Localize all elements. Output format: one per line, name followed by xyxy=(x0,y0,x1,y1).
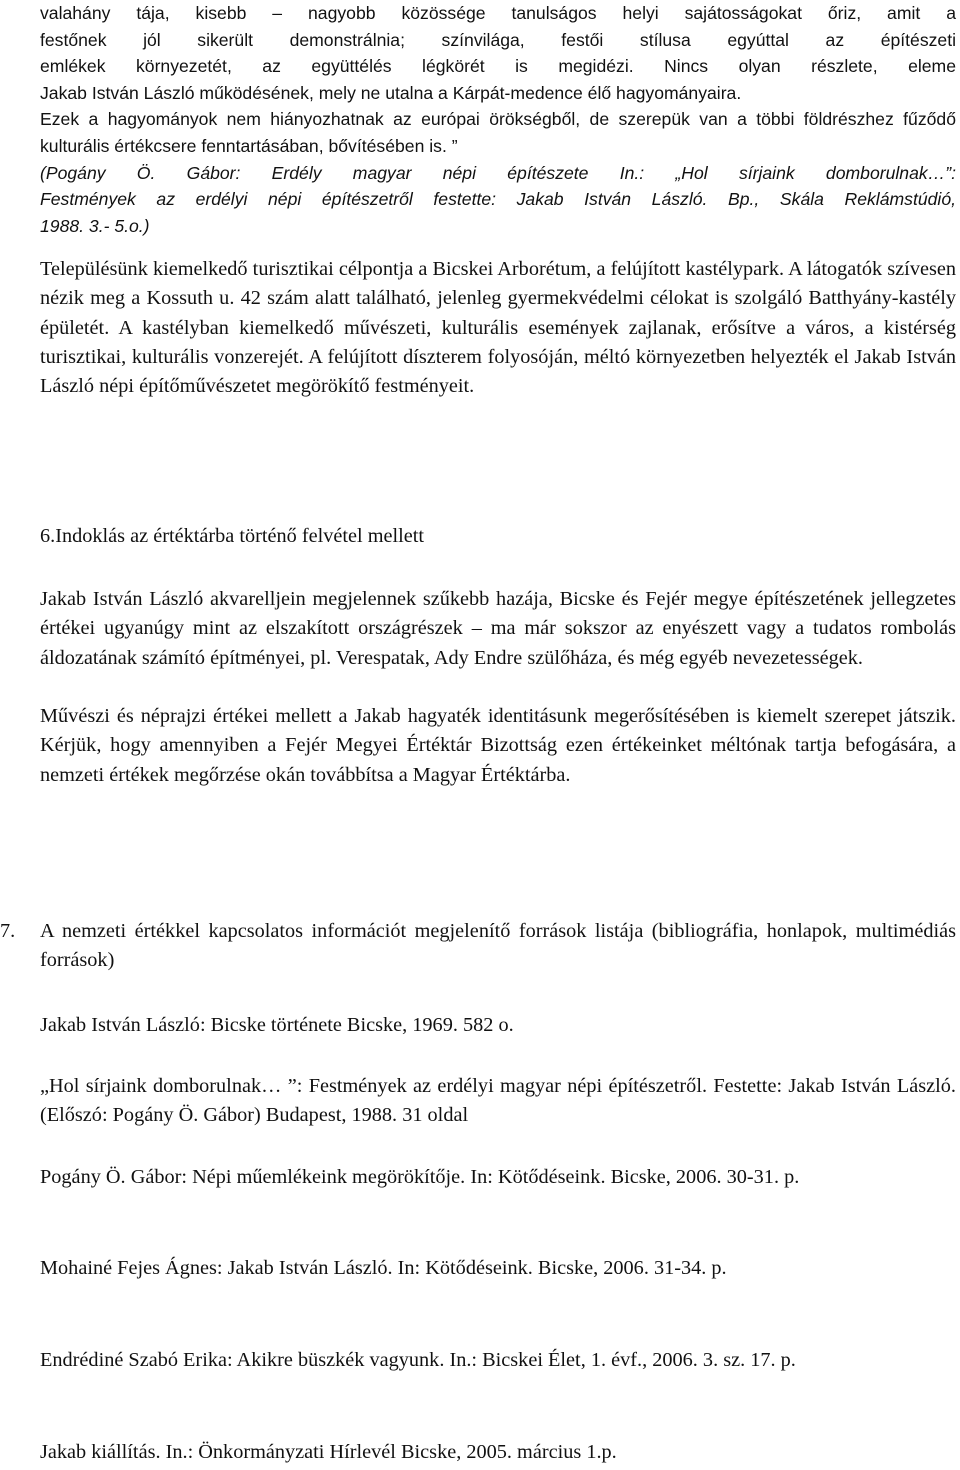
intro-line-4: Jakab István László működésének, mely ne utalna a Kárpát-medence élő hagyományaira. xyxy=(40,82,742,103)
reference-4: Mohainé Fejes Ágnes: Jakab István László. In: Kötődéseink. Bicske, 2006. 31-34. p. xyxy=(40,1257,727,1279)
intro-line-3: emlékek környezetét, az együttélés légkörét is megidézi. Nincs olyan részlete, eleme xyxy=(40,56,956,77)
reference-3: Pogány Ö. Gábor: Népi műemlékeink megörökítője. In: Kötődéseink. Bicske, 2006. 30-31. p. xyxy=(40,1166,800,1188)
reference-1: Jakab István László: Bicske története Bicske, 1969. 582 o. xyxy=(40,1014,514,1036)
section-6-paragraph-1: Jakab István László akvarelljein megjelennek szűkebb hazája, Bicske és Fejér megye építészetének jellegzetes értékei ugyanúgy mint az elszakított országrészek – ma már sokszor az enyészett vagy a tudatos rombolás áldozatának számító építményei, pl. Verespatak, Ady Endre szülőháza, és még egyéb nevezetességek. xyxy=(40,588,956,669)
section-6-heading: 6.Indoklás az értéktárba történő felvétel mellett xyxy=(40,525,425,547)
citation-line-1: (Pogány Ö. Gábor: Erdély magyar népi építészete In.: „Hol sírjaink domborulnak…”: xyxy=(40,162,956,183)
citation-line-3: 1988. 3.- 5.o.) xyxy=(40,215,150,236)
citation-line-2: Festmények az erdélyi népi építészetről festette: Jakab István László. Bp., Skála Reklámstúdió, xyxy=(40,189,956,210)
intro-paragraph xyxy=(40,0,956,239)
reference-5: Endrédiné Szabó Erika: Akikre büszkék vagyunk. In.: Bicskei Élet, 1. évf., 2006. 3. sz. 17. p. xyxy=(40,1349,796,1371)
tourism-paragraph: Településünk kiemelkedő turisztikai célpontja a Bicskei Arborétum, a felújított kastélypark. A látogatók szívesen nézik meg a Kossuth u. 42 szám alatt található, jelenleg gyermekvédelmi célokat is szolgáló Batthyány-kastély épületét. A kastélyban kiemelkedő művészeti, kulturális események zajlanak, erősítve a város, a kistérség turisztikai, kulturális vonzerejét. A felújított díszterem folyosóján, méltó környezetben helyezték el Jakab István László népi építőművészetet megörökítő festményeit. xyxy=(40,258,956,398)
intro-line-1: valahány tája, kisebb – nagyobb közössége tanulságos helyi sajátosságokat őriz, amit a xyxy=(40,3,956,23)
intro-paragraph-2: Ezek a hagyományok nem hiányozhatnak az európai örökségből, de szerepük van a többi földrészhez fűződő kulturális értékcsere fenntartásában, bővítésében is. ” xyxy=(40,109,956,156)
reference-2: „Hol sírjaink domborulnak… ”: Festmények az erdélyi magyar népi építészetről. Festette: Jakab István László. (Előszó: Pogány Ö. Gábor) Budapest, 1988. 31 oldal xyxy=(40,1075,956,1127)
intro-line-2: festőnek jól sikerült demonstrálnia; színvilága, festői stílusa egyúttal az építészeti xyxy=(40,29,956,50)
section-7-number: 7. xyxy=(0,920,16,942)
section-7-title: A nemzeti értékkel kapcsolatos információt megjelenítő források listája (bibliográfia, honlapok, multimédiás források) xyxy=(40,920,956,972)
section-6-paragraph-2: Művészi és néprajzi értékei mellett a Jakab hagyaték identitásunk megerősítésében is kiemelt szerepet játszik. Kérjük, hogy amennyiben a Fejér Megyei Értéktár Bizottság ezen értékeinket méltónak tartja befogására, a nemzeti értékek megőrzése okán továbbítsa a Magyar Értéktárba. xyxy=(40,705,956,786)
reference-6: Jakab kiállítás. In.: Önkormányzati Hírlevél Bicske, 2005. március 1.p. xyxy=(40,1441,617,1463)
